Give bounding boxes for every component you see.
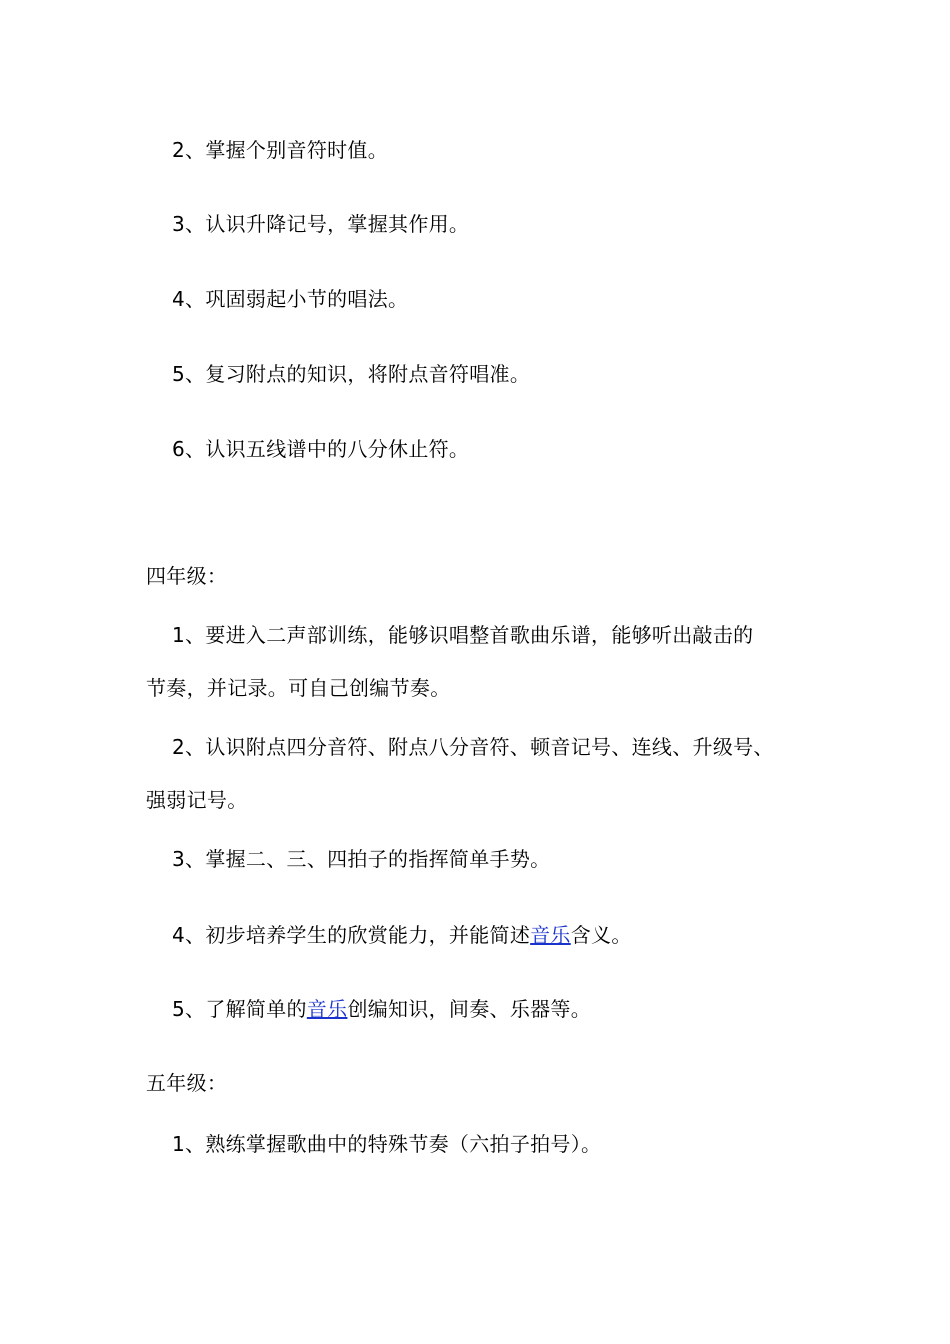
grade3-item-2: 2、掌握个别音符时值。	[172, 138, 389, 162]
grade4-item-4-tail: 含义。	[570, 923, 632, 947]
grade4-item-5	[172, 995, 591, 1023]
grade3-item-3: 3、认识升降记号，掌握其作用。	[172, 212, 470, 236]
grade4-item-4	[172, 921, 632, 949]
grade5-heading: 五年级：	[146, 1071, 228, 1095]
grade4-heading: 四年级：	[146, 564, 228, 588]
music-link[interactable]: 音乐	[306, 997, 348, 1021]
grade3-item-4: 4、巩固弱起小节的唱法。	[172, 287, 409, 311]
grade4-item-1-line2: 节奏，并记录。可自己创编节奏。	[146, 676, 451, 700]
grade3-item-5: 5、复习附点的知识，将附点音符唱准。	[172, 362, 531, 386]
grade4-item-5-text: 5、了解简单的	[172, 997, 307, 1021]
grade4-item-5-tail: 创编知识，间奏、乐器等。	[347, 997, 592, 1021]
grade4-item-2-line1: 2、认识附点四分音符、附点八分音符、顿音记号、连线、升级号、	[172, 735, 774, 759]
grade4-item-2-line2: 强弱记号。	[146, 788, 248, 812]
music-link[interactable]: 音乐	[530, 923, 571, 947]
grade4-item-1-line1: 1、要进入二声部训练，能够识唱整首歌曲乐谱，能够听出敲击的	[172, 623, 754, 647]
grade5-item-1: 1、熟练掌握歌曲中的特殊节奏（六拍子拍号）。	[172, 1132, 602, 1156]
grade3-item-6: 6、认识五线谱中的八分休止符。	[172, 437, 470, 461]
grade4-item-3: 3、掌握二、三、四拍子的指挥简单手势。	[172, 847, 551, 871]
grade4-item-4-text: 4、初步培养学生的欣赏能力，并能简述	[172, 923, 531, 947]
